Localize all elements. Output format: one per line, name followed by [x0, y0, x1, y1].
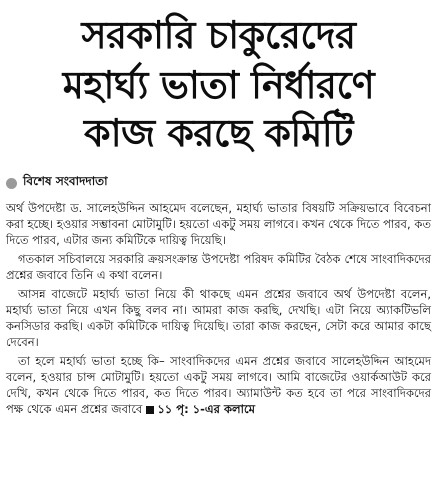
article-body — [6, 200, 431, 420]
byline — [6, 172, 108, 194]
headline-line-1: সরকারি চাকুরেদের — [81, 13, 356, 57]
article-paragraph-text: তা হলে মহার্ঘ্য ভাতা হচ্ছে কি– সাংবাদিকদের এমন প্রশ্নের জবাবে সালেহউদ্দিন আহমেদ বলেন, হওয়ার চান্স মোটামুটি। হয়তো একটু সময় লাগবে। আমি বাজেটের ওয়ার্কআউট করে দেখি, কখন থেকে দিতে পারব, কত দিতে পারব। অ্যামাউন্ট কত হবে তা পরে সাংবাদিকদের পক্ষ থেকে এমন প্রশ্নের জবাবে — [6, 354, 431, 416]
headline-line-2: মহার্ঘ্য ভাতা নির্ধারণে — [62, 63, 375, 107]
article-paragraph: অর্থ উপদেষ্টা ড. সালেহউদ্দিন আহমেদ বলেছেন, মহার্ঘ্য ভাতার বিষয়টি সক্রিয়ভাবে বিবেচনা করা হচ্ছে। হওয়ার সম্ভাবনা মোটামুটি। হয়তো একটু সময় লাগবে। কখন থেকে দিতে পারব, কত দিতে পারব, এটার জন্য কমিটিকে দায়িত্ব দিয়েছি। — [6, 201, 431, 247]
article-paragraph: আসন্ন বাজেটে মহার্ঘ্য ভাতা নিয়ে কী থাকছে এমন প্রশ্নের জবাবে অর্থ উপদেষ্টা বলেন, মহার্ঘ্য ভাতা নিয়ে এখন কিছু বলব না। আমরা কাজ করছি, দেখছি। এটা নিয়ে অ্যাকটিভলি কনসিডার করছি। একটা কমিটিকে দায়িত্ব দিয়েছি। তারা কাজ করছেন, সেটা করে আমার কাছে দেবেন। — [6, 287, 431, 349]
article-paragraph-last — [6, 353, 431, 417]
article-paragraph: গতকাল সচিবালয়ে সরকারি ক্রয়সংক্রান্ত উপদেষ্টা পরিষদ কমিটির বৈঠক শেষে সাংবাদিকদের প্রশ্নের জবাবে তিনি এ কথা বলেন। — [6, 252, 431, 282]
byline-text: বিশেষ সংবাদদাতা — [23, 174, 108, 188]
jump-text: ১১ পৃ: ১-এর কলামে — [157, 402, 255, 416]
continued-jump[interactable] — [142, 402, 255, 416]
headline-line-3: কাজ করছে কমিটি — [84, 111, 353, 155]
jump-square-icon — [146, 406, 154, 414]
byline-bullet-icon — [6, 178, 17, 189]
